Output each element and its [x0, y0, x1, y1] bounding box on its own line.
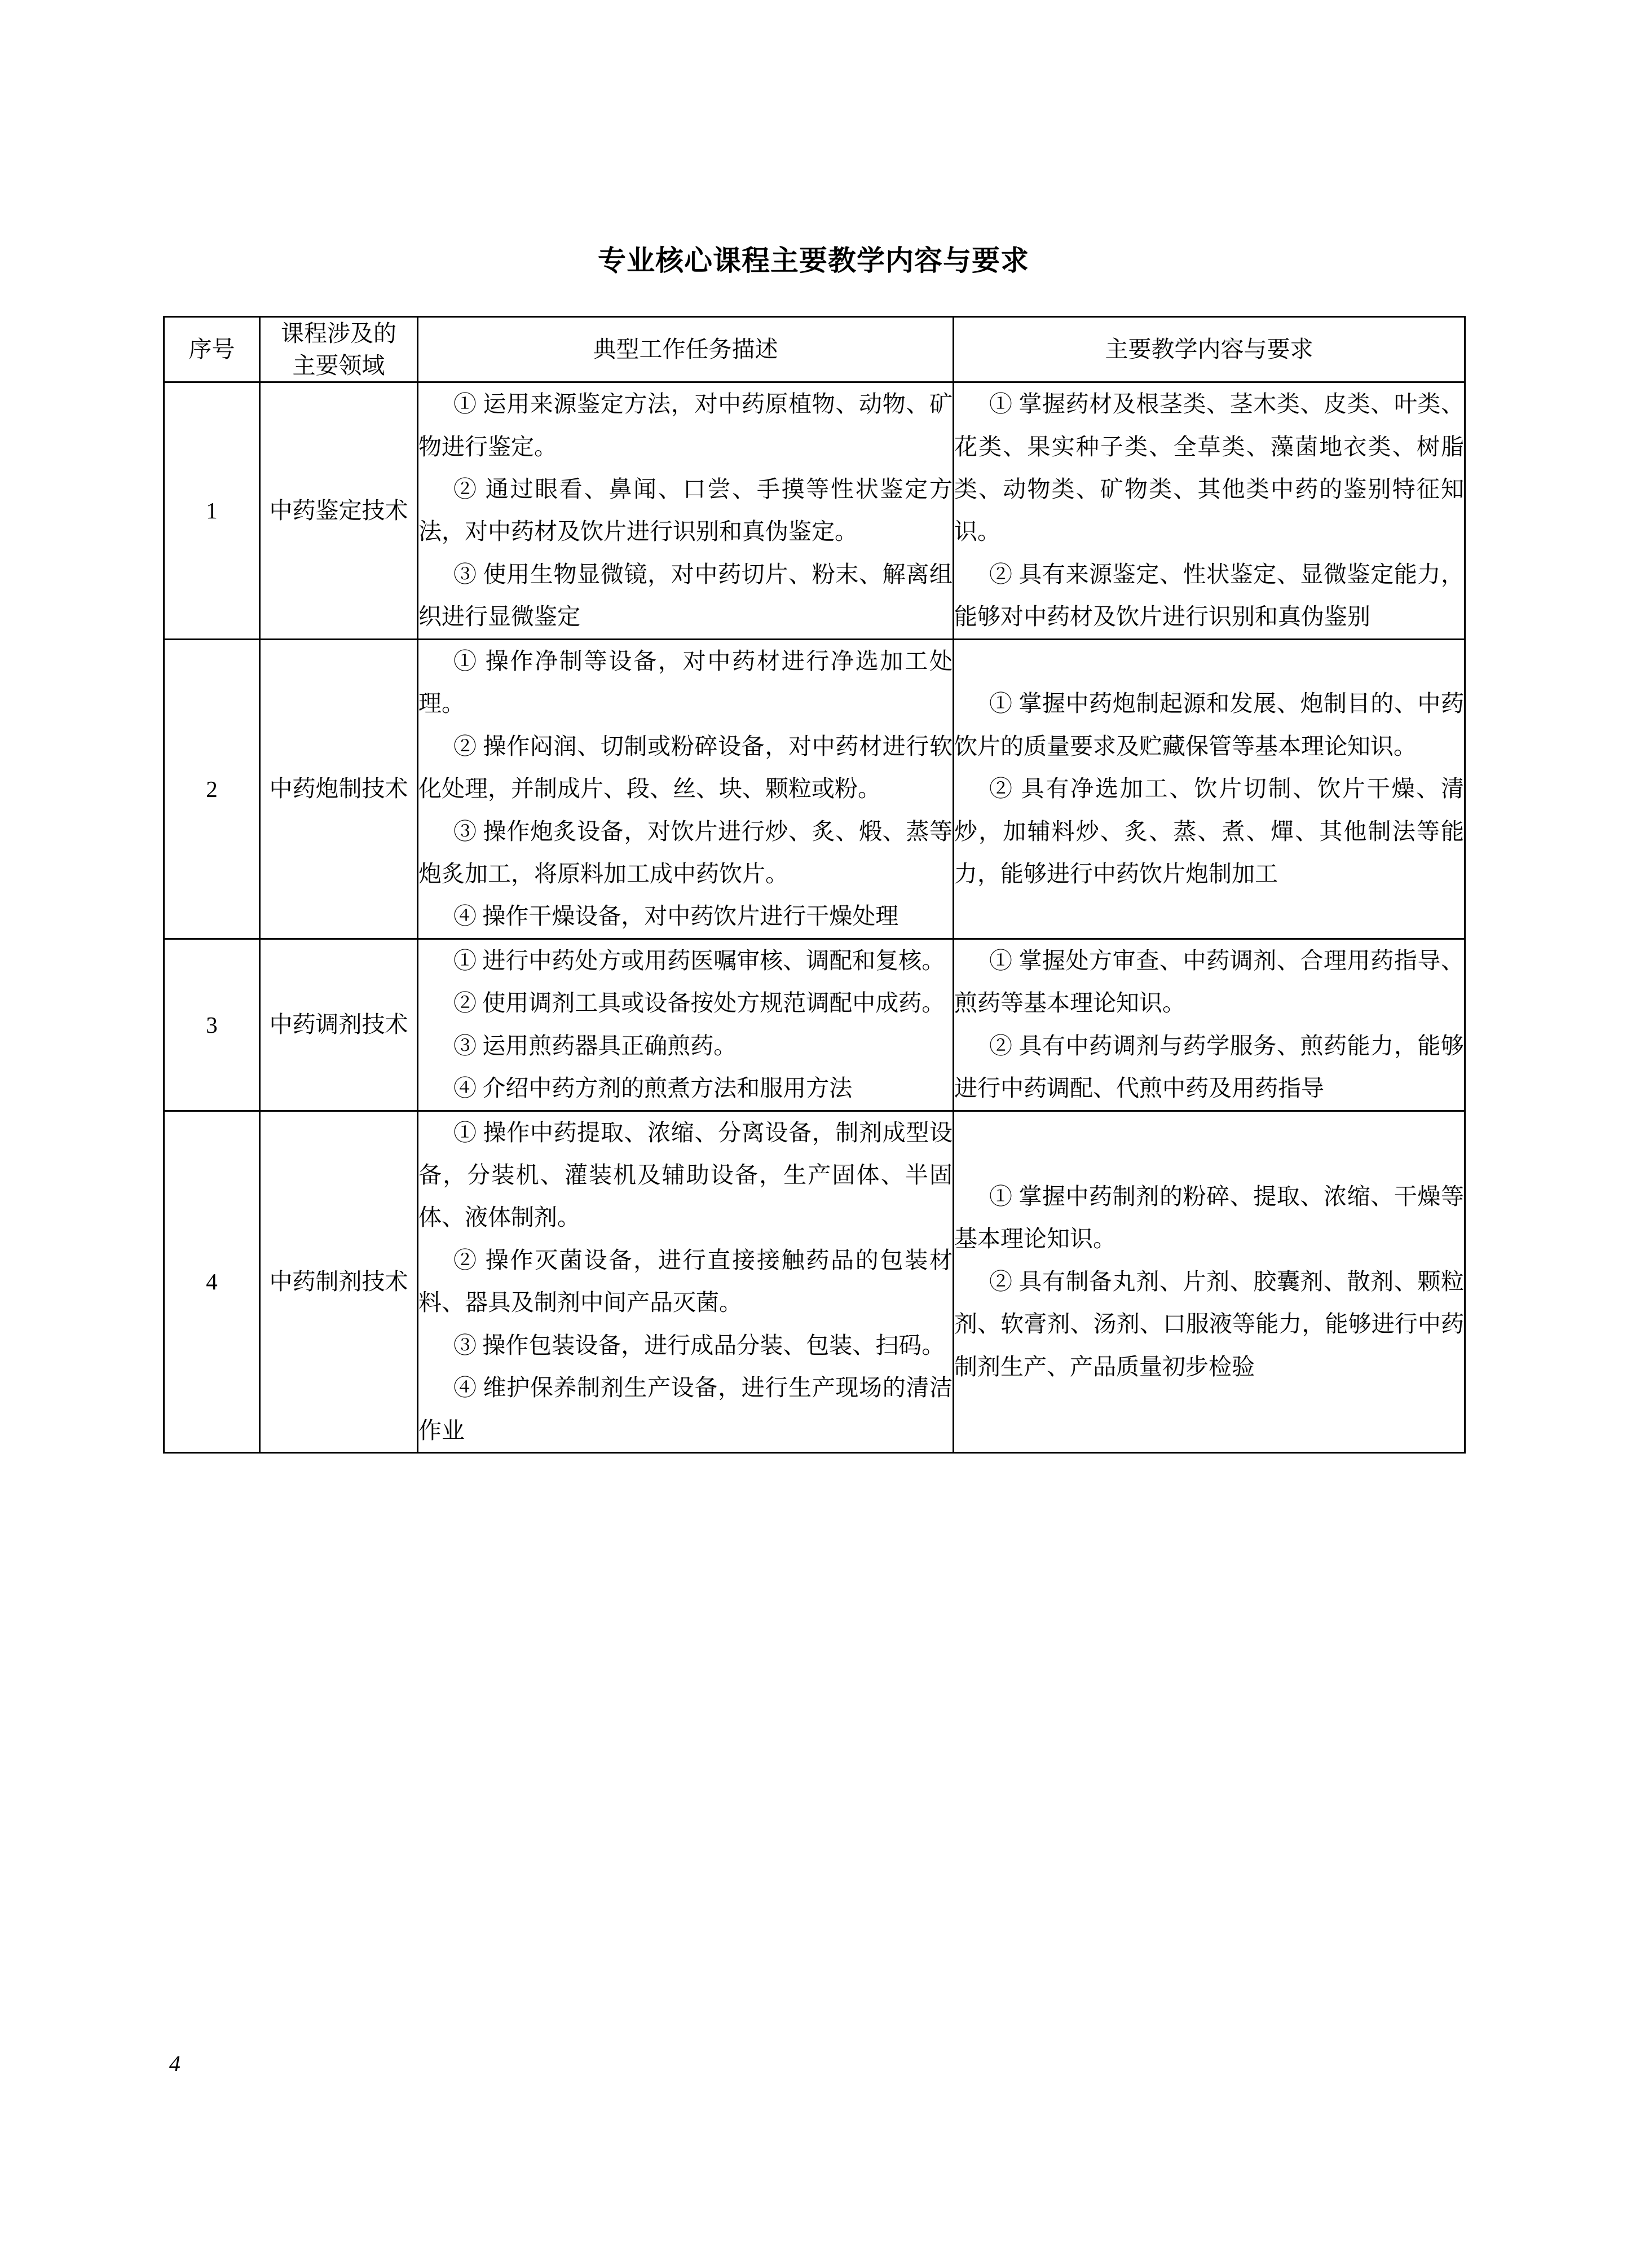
row-area: 中药调剂技术 — [260, 939, 418, 1111]
column-header-area-line2: 主要领域 — [292, 352, 385, 378]
column-header-area-line1: 课程涉及的 — [281, 320, 396, 346]
row-requirements — [954, 639, 1465, 939]
task-item: ③ 运用煎药器具正确煎药。 — [453, 1032, 737, 1059]
row-tasks — [418, 382, 954, 640]
requirement-item: ① 掌握中药炮制起源和发展、炮制目的、中药饮片的质量要求及贮藏保管等基本理论知识。 — [954, 690, 1464, 759]
task-item: ④ 维护保养制剂生产设备，进行生产现场的清洁作业 — [418, 1375, 953, 1443]
row-requirements — [954, 939, 1465, 1111]
task-item: ① 运用来源鉴定方法，对中药原植物、动物、矿物进行鉴定。 — [418, 391, 953, 460]
table-header-row — [164, 317, 1465, 382]
task-item: ③ 使用生物显微镜，对中药切片、粉末、解离组织进行显微鉴定 — [418, 561, 953, 630]
row-tasks — [418, 939, 954, 1111]
task-item: ② 使用调剂工具或设备按处方规范调配中成药。 — [453, 990, 945, 1016]
row-area: 中药鉴定技术 — [260, 382, 418, 640]
task-item: ① 进行中药处方或用药医嘱审核、调配和复核。 — [453, 947, 945, 974]
page-number: 4 — [169, 2051, 180, 2076]
row-tasks — [418, 639, 954, 939]
row-area: 中药制剂技术 — [260, 1111, 418, 1453]
requirement-item: ① 掌握处方审查、中药调剂、合理用药指导、煎药等基本理论知识。 — [954, 947, 1464, 1016]
row-requirements — [954, 382, 1465, 640]
row-no: 1 — [164, 382, 260, 640]
column-header-no: 序号 — [164, 317, 260, 382]
table-body — [164, 382, 1465, 1453]
task-item: ③ 操作包装设备，进行成品分装、包装、扫码。 — [453, 1332, 945, 1358]
row-no: 4 — [164, 1111, 260, 1453]
task-item: ③ 操作炮炙设备，对饮片进行炒、炙、煅、蒸等炮炙加工，将原料加工成中药饮片。 — [418, 818, 953, 887]
row-area: 中药炮制技术 — [260, 639, 418, 939]
table-row — [164, 939, 1465, 1111]
row-requirements — [954, 1111, 1465, 1453]
requirement-item: ② 具有制备丸剂、片剂、胶囊剂、散剂、颗粒剂、软膏剂、汤剂、口服液等能力，能够进行中药制剂生产、产品质量初步检验 — [954, 1268, 1464, 1380]
task-item: ④ 介绍中药方剂的煎煮方法和服用方法 — [453, 1075, 853, 1102]
column-header-requirements: 主要教学内容与要求 — [954, 317, 1465, 382]
core-courses-table-wrapper — [163, 316, 1464, 1454]
page-title: 专业核心课程主要教学内容与要求 — [598, 245, 1029, 276]
table-row — [164, 1111, 1465, 1453]
requirement-item: ① 掌握中药制剂的粉碎、提取、浓缩、干燥等基本理论知识。 — [954, 1183, 1464, 1252]
requirement-item: ② 具有来源鉴定、性状鉴定、显微鉴定能力，能够对中药材及饮片进行识别和真伪鉴别 — [954, 561, 1464, 630]
requirement-item: ② 具有中药调剂与药学服务、煎药能力，能够进行中药调配、代煎中药及用药指导 — [954, 1032, 1464, 1102]
requirement-item: ① 掌握药材及根茎类、茎木类、皮类、叶类、花类、果实种子类、全草类、藻菌地衣类、树脂类、动物类、矿物类、其他类中药的鉴别特征知识。 — [954, 391, 1464, 545]
table-header — [164, 317, 1465, 382]
task-item: ② 操作灭菌设备，进行直接接触药品的包装材料、器具及制剂中间产品灭菌。 — [418, 1247, 953, 1316]
task-item: ① 操作净制等设备，对中药材进行净选加工处理。 — [418, 648, 953, 717]
task-item: ② 操作闷润、切制或粉碎设备，对中药材进行软化处理，并制成片、段、丝、块、颗粒或粉。 — [418, 733, 953, 802]
row-tasks — [418, 1111, 954, 1453]
column-header-task: 典型工作任务描述 — [418, 317, 954, 382]
task-item: ② 通过眼看、鼻闻、口尝、手摸等性状鉴定方法，对中药材及饮片进行识别和真伪鉴定。 — [418, 476, 953, 545]
requirement-item: ② 具有净选加工、饮片切制、饮片干燥、清炒，加辅料炒、炙、蒸、煮、燀、其他制法等能力，能够进行中药饮片炮制加工 — [954, 776, 1464, 887]
core-courses-table — [163, 316, 1466, 1454]
column-header-area — [260, 317, 418, 382]
table-row — [164, 382, 1465, 640]
row-no: 3 — [164, 939, 260, 1111]
table-row — [164, 639, 1465, 939]
row-no: 2 — [164, 639, 260, 939]
task-item: ① 操作中药提取、浓缩、分离设备，制剂成型设备，分装机、灌装机及辅助设备，生产固体、半固体、液体制剂。 — [418, 1119, 953, 1231]
task-item: ④ 操作干燥设备，对中药饮片进行干燥处理 — [453, 903, 899, 930]
